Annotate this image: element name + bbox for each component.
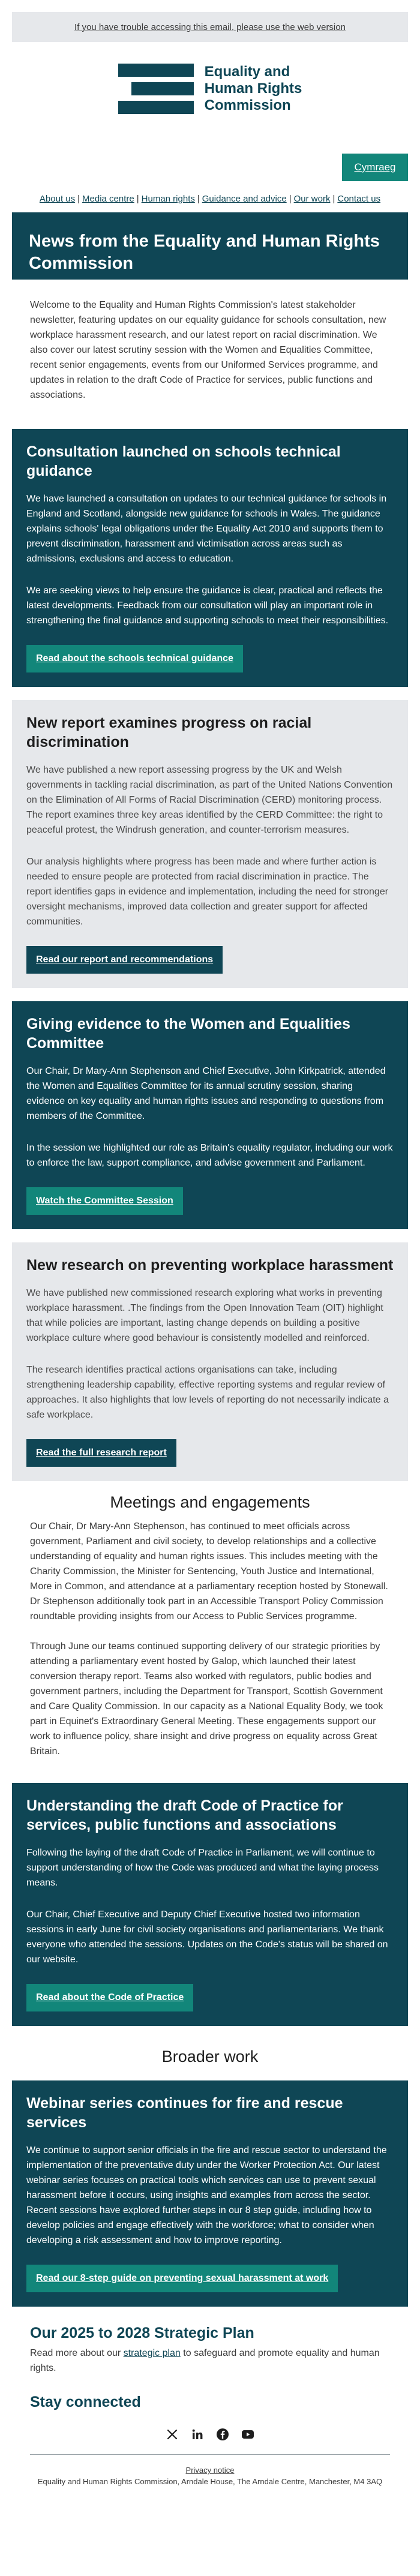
- nav-guidance-and-advice[interactable]: Guidance and advice: [202, 194, 287, 204]
- privacy-notice-link[interactable]: Privacy notice: [185, 2466, 235, 2475]
- committee-title: Giving evidence to the Women and Equalities Committee: [26, 1016, 350, 1052]
- nav-about-us[interactable]: About us: [39, 194, 76, 204]
- harassment-research-paragraph-2: The research identifies practical actions organisations can take, including strengthening leadership capability, effective reporting systems and regular review of approaches. It also highlights that low levels of reporting do not necessarily indicate a safe workplace.: [26, 1365, 389, 1420]
- racial-discrimination-paragraph-1: We have published a new report assessing progress by the UK and Welsh governments in tackling racial discrimination, as part of the United Nations Convention on the Elimination of All Forms of Racial Discrimination (CERD) monitoring process. The report examines three key areas identified by the CERD Committee: the right to peaceful protest, the Windrush generation, and counter-terrorism measures.: [26, 765, 393, 835]
- schools-guidance-title: Consultation launched on schools technical guidance: [26, 443, 341, 479]
- logo-line-2: Human Rights: [204, 80, 302, 97]
- footer-divider: [30, 2454, 390, 2455]
- nav-human-rights[interactable]: Human rights: [141, 194, 195, 204]
- code-of-practice-title: Understanding the draft Code of Practice for services, public functions and associations: [26, 1797, 343, 1833]
- nav-separator: |: [332, 194, 335, 204]
- committee-paragraph-2: In the session we highlighted our role as Britain's equality regulator, including our work to enforce the law, support compliance, and advise government and Parliament.: [26, 1143, 393, 1168]
- nav-media-centre[interactable]: Media centre: [82, 194, 134, 204]
- linkedin-icon[interactable]: [191, 2428, 204, 2441]
- schools-guidance-button[interactable]: Read about the schools technical guidance: [26, 645, 243, 672]
- language-row: [12, 154, 408, 181]
- web-version-link[interactable]: If you have trouble accessing this email, please use the web version: [74, 22, 346, 32]
- facebook-icon[interactable]: [216, 2428, 229, 2441]
- logo-line-1: Equality and: [204, 64, 290, 80]
- schools-guidance-section: [12, 429, 408, 687]
- harassment-research-section: [12, 1242, 408, 1481]
- footer-address: Equality and Human Rights Commission, Arndale House, The Arndale Centre, Manchester, M4 3AQ: [37, 2477, 383, 2486]
- code-of-practice-section: [12, 1783, 408, 2026]
- nav-contact-us[interactable]: Contact us: [337, 194, 381, 204]
- strategic-plan-text-after: to safeguard and promote equality and human rights.: [30, 2348, 380, 2373]
- committee-paragraph-1: Our Chair, Dr Mary-Ann Stephenson and Chief Executive, John Kirkpatrick, attended the Women and Equalities Committee for its annual scrutiny session, sharing evidence on key equality and human rights issues and responding to questions from members of the Committee.: [26, 1066, 386, 1121]
- strategic-plan-title: Our 2025 to 2028 Strategic Plan: [30, 2325, 254, 2341]
- nav-our-work[interactable]: Our work: [293, 194, 331, 204]
- nav-separator: |: [77, 194, 80, 204]
- logo-line-3: Commission: [204, 97, 291, 113]
- meetings-paragraph-1: Our Chair, Dr Mary-Ann Stephenson, has continued to meet officials across government, Parliament and civil society, to develop relationships and a collective understanding of equality and human rights issues. This includes meeting with the Charity Commission, the Minister for Sentencing, Youth Justice and International, More in Common, and attendance at a parliamentary reception hosted by Stonewall. Dr Stephenson additionally took part in an Accessible Transport Policy Commission roundtable providing insights from our Access to Public Services programme.: [30, 1521, 388, 1622]
- code-of-practice-paragraph-2: Our Chair, Chief Executive and Deputy Chief Executive hosted two information sessions in early June for civil society organisations and parliamentarians. We thank everyone who attended the sessions. Updates on the Code's status will be shared on our website.: [26, 1910, 388, 1965]
- schools-guidance-paragraph-2: We are seeking views to help ensure the guidance is clear, practical and reflects the latest developments. Feedback from our consultation will play an important role in strengthening the final guidance and supporting schools to meet their responsibilities.: [26, 586, 389, 626]
- strategic-plan-link[interactable]: strategic plan: [123, 2348, 181, 2358]
- webinar-paragraph-1: We continue to support senior officials in the fire and rescue sector to understand the implementation of the preventative duty under the Worker Protection Act. Our latest webinar series focuses on practical tools which services can use to prevent sexual harassment before it occurs, using insights and examples from across the sector. Recent sessions have explored further steps in our 8 step guide, including how to develop policies and engage effectively with the workforce; what to consider when developing a risk assessment and how to improve reporting.: [26, 2145, 387, 2245]
- meetings-title: Meetings and engagements: [110, 1493, 310, 1511]
- strategic-plan-section: [12, 2325, 408, 2376]
- welsh-language-button[interactable]: Cymraeg: [342, 154, 408, 181]
- racial-discrimination-title: New report examines progress on racial discrimination: [26, 714, 312, 750]
- racial-discrimination-section: [12, 700, 408, 988]
- harassment-research-button[interactable]: Read the full research report: [26, 1439, 176, 1467]
- strategic-plan-text: [12, 2346, 408, 2376]
- youtube-icon[interactable]: [241, 2428, 254, 2441]
- footer: [12, 2464, 408, 2487]
- eight-step-guide-button[interactable]: Read our 8-step guide on preventing sexual harassment at work: [26, 2265, 338, 2292]
- racial-discrimination-paragraph-2: Our analysis highlights where progress has been made and where further action is needed to ensure people are protected from racial discrimination in practice. The report identifies gaps in evidence and implementation, including the need for stronger oversight mechanisms, improved data collection and greater support for affected communities.: [26, 857, 389, 927]
- web-version-banner: [12, 12, 408, 42]
- x-icon[interactable]: [166, 2428, 179, 2441]
- harassment-research-paragraph-1: We have published new commissioned research exploring what works in preventing workplace harassment. .The findings from the Open Innovation Team (OIT) highlight that while policies are important, lasting change depends on building a positive workplace culture where good behaviour is consistently modelled and reinforced.: [26, 1288, 383, 1343]
- harassment-research-title: New research on preventing workplace harassment: [26, 1257, 394, 1274]
- stay-connected-title: Stay connected: [30, 2394, 141, 2410]
- top-navigation: [12, 194, 408, 204]
- nav-separator: |: [136, 194, 139, 204]
- code-of-practice-button[interactable]: Read about the Code of Practice: [26, 1984, 193, 2011]
- committee-session-button[interactable]: Watch the Committee Session: [26, 1187, 183, 1215]
- schools-guidance-paragraph-1: We have launched a consultation on updates to our technical guidance for schools in England and Scotland, alongside new guidance for schools in Wales. The guidance explains schools' legal obligations under the Equality Act 2010 and supports them to prevent discrimination, harassment and victimisation across areas such as admissions, exclusions and access to education.: [26, 494, 387, 564]
- webinar-section: [12, 2080, 408, 2307]
- committee-section: [12, 1001, 408, 1229]
- meetings-paragraph-2: Through June our teams continued supporting delivery of our strategic priorities by attending a parliamentary event hosted by Galop, which launched their latest conversion therapy report. Teams also worked with regulators, public bodies and government partners, including the Department for Transport, Scottish Government and Care Quality Commission. In our capacity as a National Equality Body, we took part in Equinet's Extraordinary General Meeting. These engagements support our work to influence policy, share insight and drive progress on equality across Great Britain.: [30, 1641, 383, 1757]
- stay-connected-section: [12, 2394, 408, 2411]
- hero-banner: [12, 212, 408, 280]
- nav-separator: |: [197, 194, 200, 204]
- logo-text: [205, 64, 302, 114]
- code-of-practice-paragraph-1: Following the laying of the draft Code of Practice in Parliament, we will continue to support understanding of how the Code was produced and what the laying process means.: [26, 1848, 379, 1888]
- logo-mark-icon: [118, 64, 194, 114]
- broader-work-title: Broader work: [161, 2047, 259, 2065]
- strategic-plan-text-before: Read more about our: [30, 2348, 124, 2358]
- social-links: [12, 2428, 408, 2441]
- newsletter-container: [12, 12, 408, 2487]
- webinar-title: Webinar series continues for fire and rescue services: [26, 2095, 343, 2131]
- nav-separator: |: [289, 194, 292, 204]
- ehrc-logo[interactable]: [12, 60, 408, 118]
- intro-text: Welcome to the Equality and Human Rights Commission's latest stakeholder newsletter, featuring updates on our equality guidance for schools consultation, new workplace harassment research, and our latest report on racial discrimination. We also cover our latest scrutiny session with the Women and Equalities Committee, recent senior engagements, events from our Uniformed Services programme, and updates in relation to the draft Code of Practice for services, public functions and associations.: [30, 300, 386, 400]
- hero-title: News from the Equality and Human Rights Commission: [29, 232, 380, 273]
- racial-report-button[interactable]: Read our report and recommendations: [26, 946, 223, 974]
